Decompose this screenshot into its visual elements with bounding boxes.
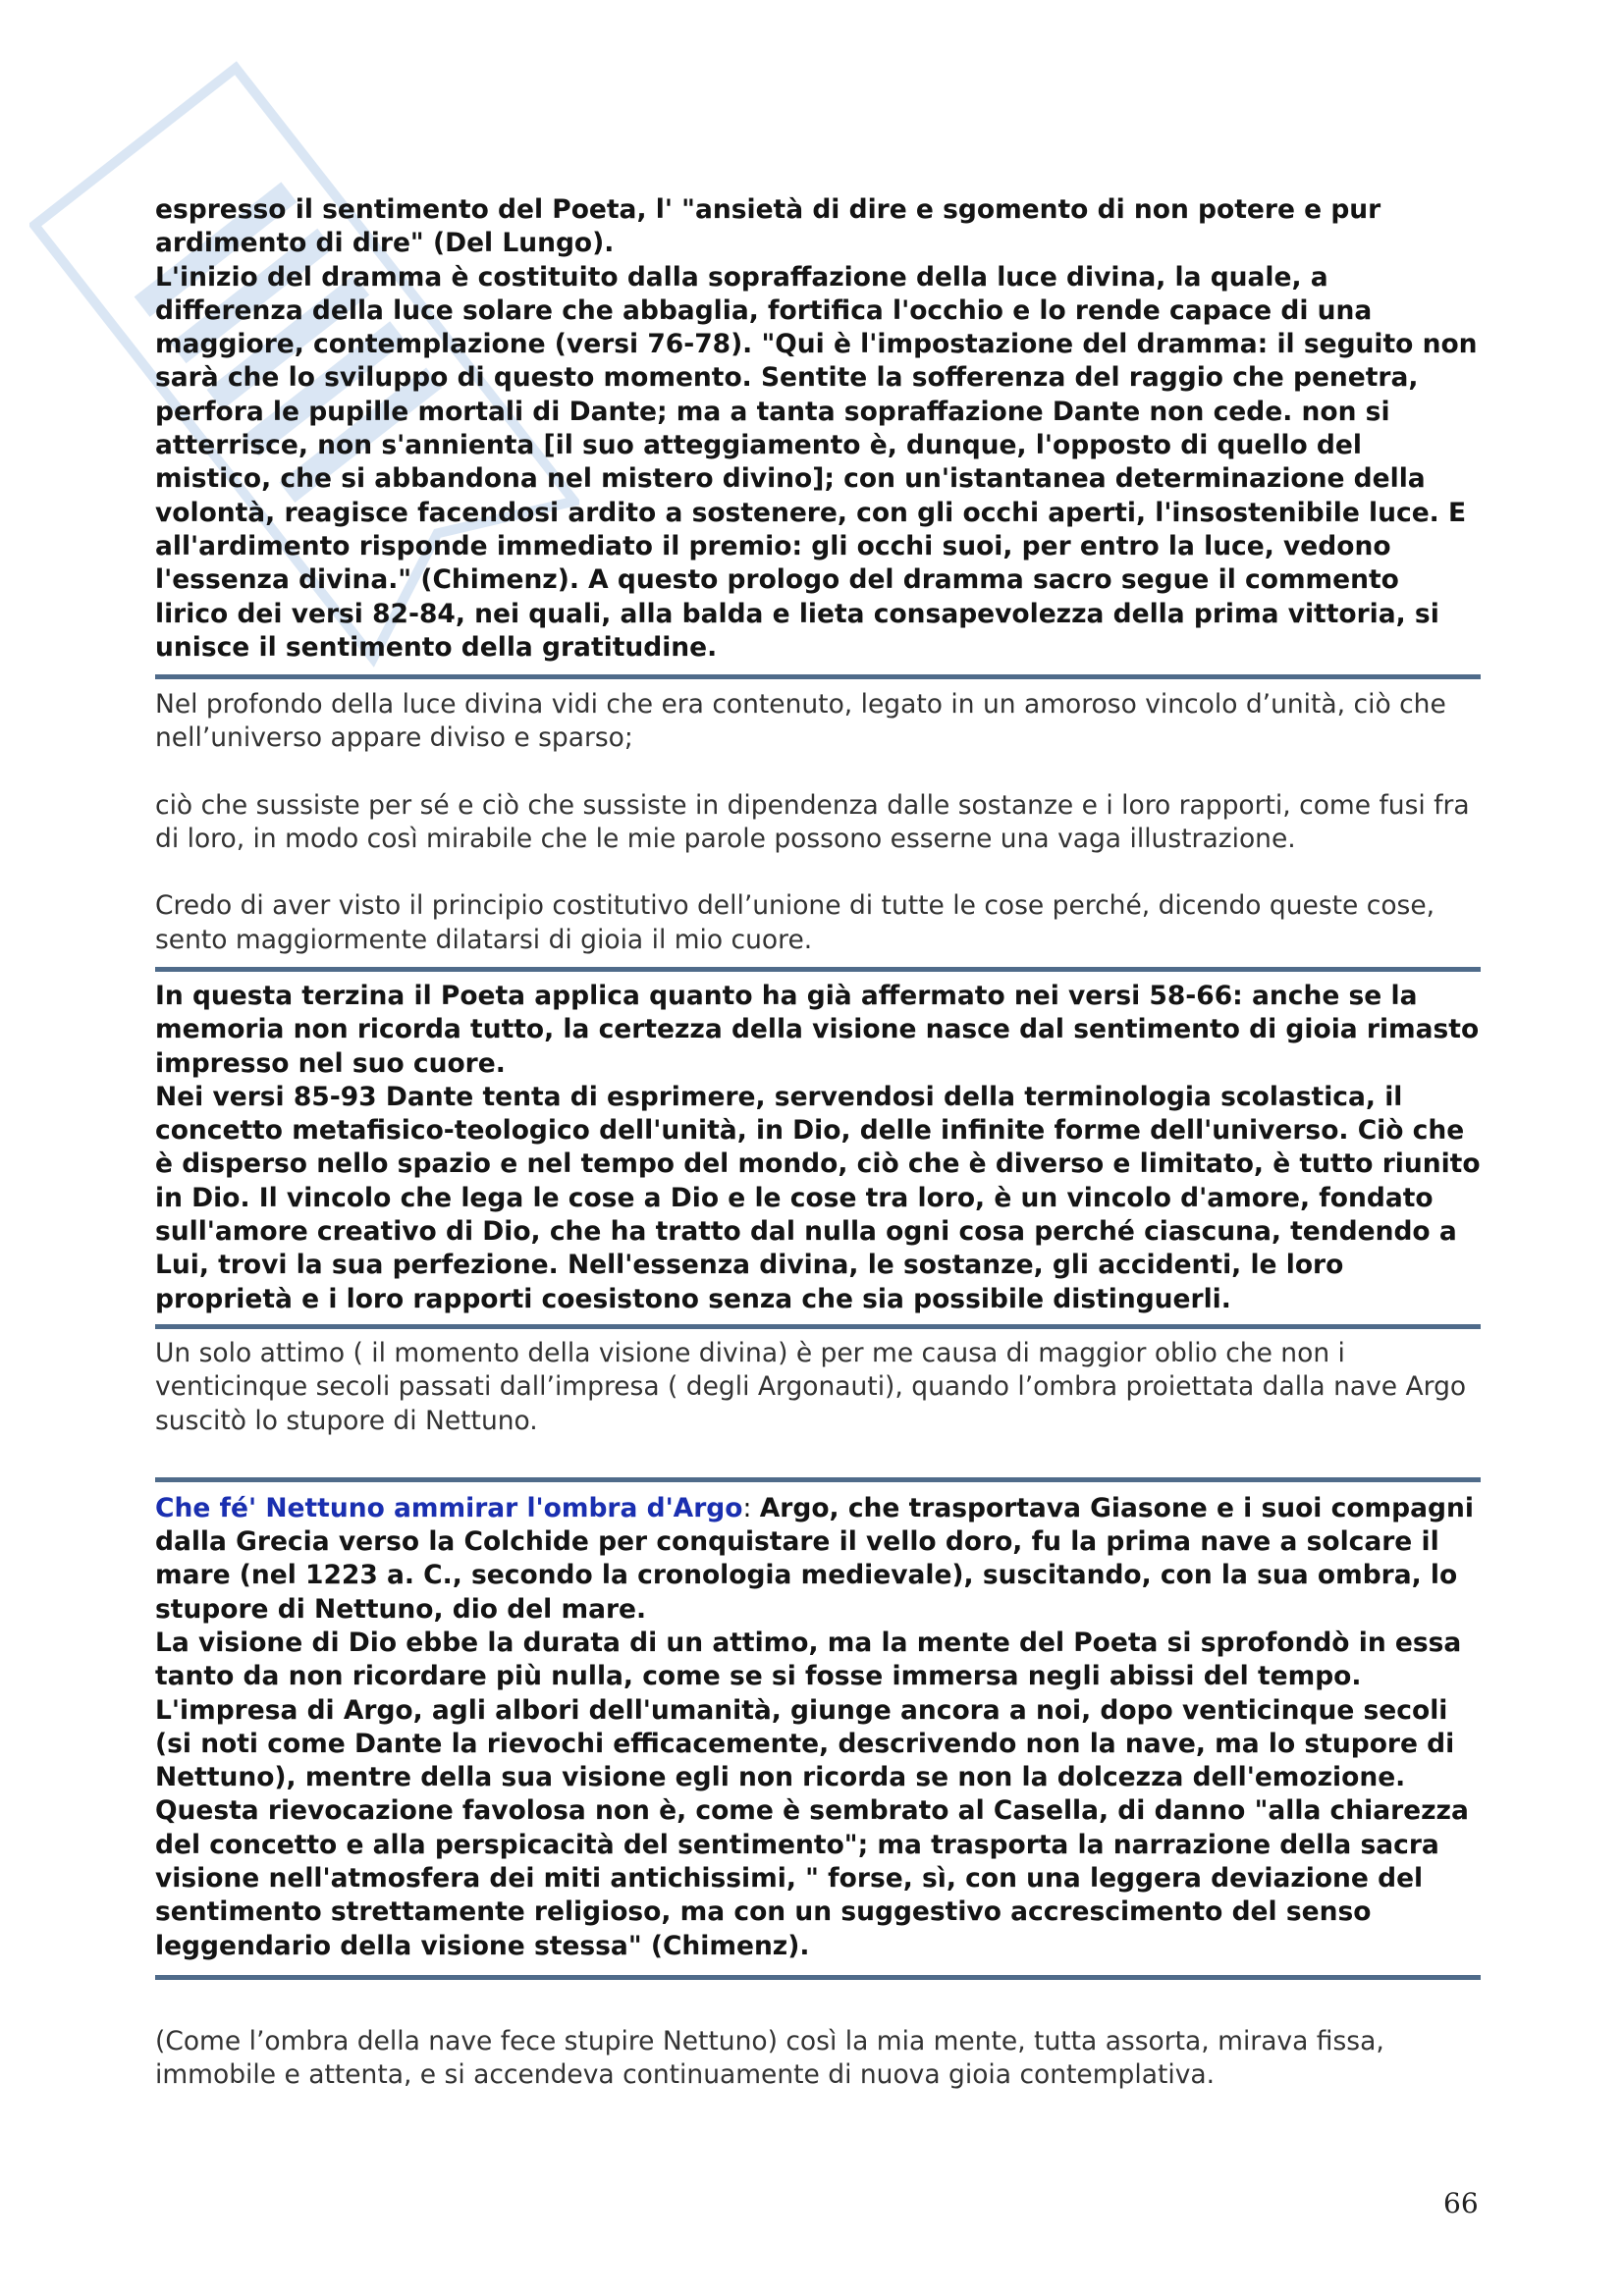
section-divider [155,1975,1481,1980]
commentary-paragraph [155,1492,1481,1627]
paraphrase-paragraph: Un solo attimo ( il momento della visione divina) è per me causa di maggior oblio che non i venticinque secoli passati dall’impresa ( degli Argonauti), quando l’ombra proiettata dalla nave Argo suscitò lo stupore di Nettuno. [155,1337,1467,1436]
paraphrase-paragraph: Credo di aver visto il principio costitutivo dell’unione di tutte le cose perché, dicendo queste cose, sento maggiormente dilatarsi di gioia il mio cuore. [155,890,1435,955]
paraphrase-paragraph: ciò che sussiste per sé e ciò che sussiste in dipendenza dalle sostanze e i loro rapporti, come fusi fra di loro, in modo così mirabile che le mie parole possono esserne una vaga illustrazione. [155,789,1470,855]
term-explanation: Argo, che trasportava Giasone e i suoi compagni dalla Grecia verso la Colchide per conquistare il vello doro, fu la prima nave a solcare il mare (nel 1223 a. C., secondo la cronologia medievale), suscitando, con la sua ombra, lo stupore di Nettuno, dio del mare. [155,1492,1474,1625]
section-divider [155,967,1481,972]
commentary-paragraph: Nei versi 85-93 Dante tenta di esprimere, servendosi della terminologia scolastica, il concetto metafisico-teologico dell'unità, in Dio, delle infinite forme dell'universo. Ciò che è disperso nello spazio e nel tempo del mondo, ciò che è diverso e limitato, è tutto riunito in Dio. Il vincolo che lega le cose a Dio e le cose tra loro, è un vincolo d'amore, fondato sull'amore creativo di Dio, che ha tratto dal nulla ogni cosa perché ciascuna, tendendo a Lui, trovi la sua perfezione. Nell'essenza divina, le sostanze, gli accidenti, le loro proprietà e i loro rapporti coesistono senza che sia possibile distinguerli. [155,1081,1481,1314]
document-body [155,193,1481,2093]
quoted-verse-term: Che fé' Nettuno ammirar l'ombra d'Argo [155,1492,743,1523]
section-divider [155,674,1481,679]
page-number: 66 [1443,2187,1479,2219]
separator: : [742,1492,760,1523]
commentary-paragraph: espresso il sentimento del Poeta, l' "ansietà di dire e sgomento di non potere e pur ardimento di dire" (Del Lungo). [155,194,1381,259]
commentary-paragraph: In questa terzina il Poeta applica quanto ha già affermato nei versi 58-66: anche se la memoria non ricorda tutto, la certezza della visione nasce dal sentimento di gioia rimasto impresso nel suo cuore. [155,980,1480,1079]
section-divider [155,1324,1481,1329]
commentary-paragraph: La visione di Dio ebbe la durata di un attimo, ma la mente del Poeta si sprofondò in essa tanto da non ricordare più nulla, come se si fosse immersa negli abissi del tempo. L'impresa di Argo, agli albori dell'umanità, giunge ancora a noi, dopo venticinque secoli (si noti come Dante la rievochi efficacemente, descrivendo non la nave, ma lo stupore di Nettuno), mentre della sua visione egli non ricorda se non la dolcezza dell'emozione. Questa rievocazione favolosa non è, come è sembrato al Casella, di danno "alla chiarezza del concetto e alla perspicacità del sentimento"; ma trasporta la narrazione della sacra visione nell'atmosfera dei miti antichissimi, " forse, sì, con una leggera deviazione del sentimento strettamente religioso, ma con un suggestivo accrescimento del senso leggendario della visione stessa" (Chimenz). [155,1627,1469,1961]
commentary-paragraph: L'inizio del dramma è costituito dalla sopraffazione della luce divina, la quale, a differenza della luce solare che abbaglia, fortifica l'occhio e lo rende capace di una maggiore, contemplazione (versi 76-78). "Qui è l'impostazione del dramma: il seguito non sarà che lo sviluppo di questo momento. Sentite la sofferenza del raggio che penetra, perfora le pupille mortali di Dante; ma a tanta sopraffazione Dante non cede. non si atterrisce, non s'annienta [il suo atteggiamento è, dunque, l'opposto di quello del mistico, che si abbandona nel mistero divino]; con un'istantanea determinazione della volontà, reagisce facendosi ardito a sostenere, con gli occhi aperti, l'insostenibile luce. E all'ardimento risponde immediato il premio: gli occhi suoi, per entro la luce, vedono l'essenza divina." (Chimenz). A questo prologo del dramma sacro segue il commento lirico dei versi 82-84, nei quali, alla balda e lieta consapevolezza della prima vittoria, si unisce il sentimento della gratitudine. [155,261,1478,663]
paraphrase-paragraph: (Come l’ombra della nave fece stupire Nettuno) così la mia mente, tutta assorta, mirava fissa, immobile e attenta, e si accendeva continuamente di nuova gioia contemplativa. [155,2025,1384,2091]
section-divider [155,1477,1481,1482]
paraphrase-paragraph: Nel profondo della luce divina vidi che era contenuto, legato in un amoroso vincolo d’unità, ciò che nell’universo appare diviso e sparso; [155,689,1446,754]
